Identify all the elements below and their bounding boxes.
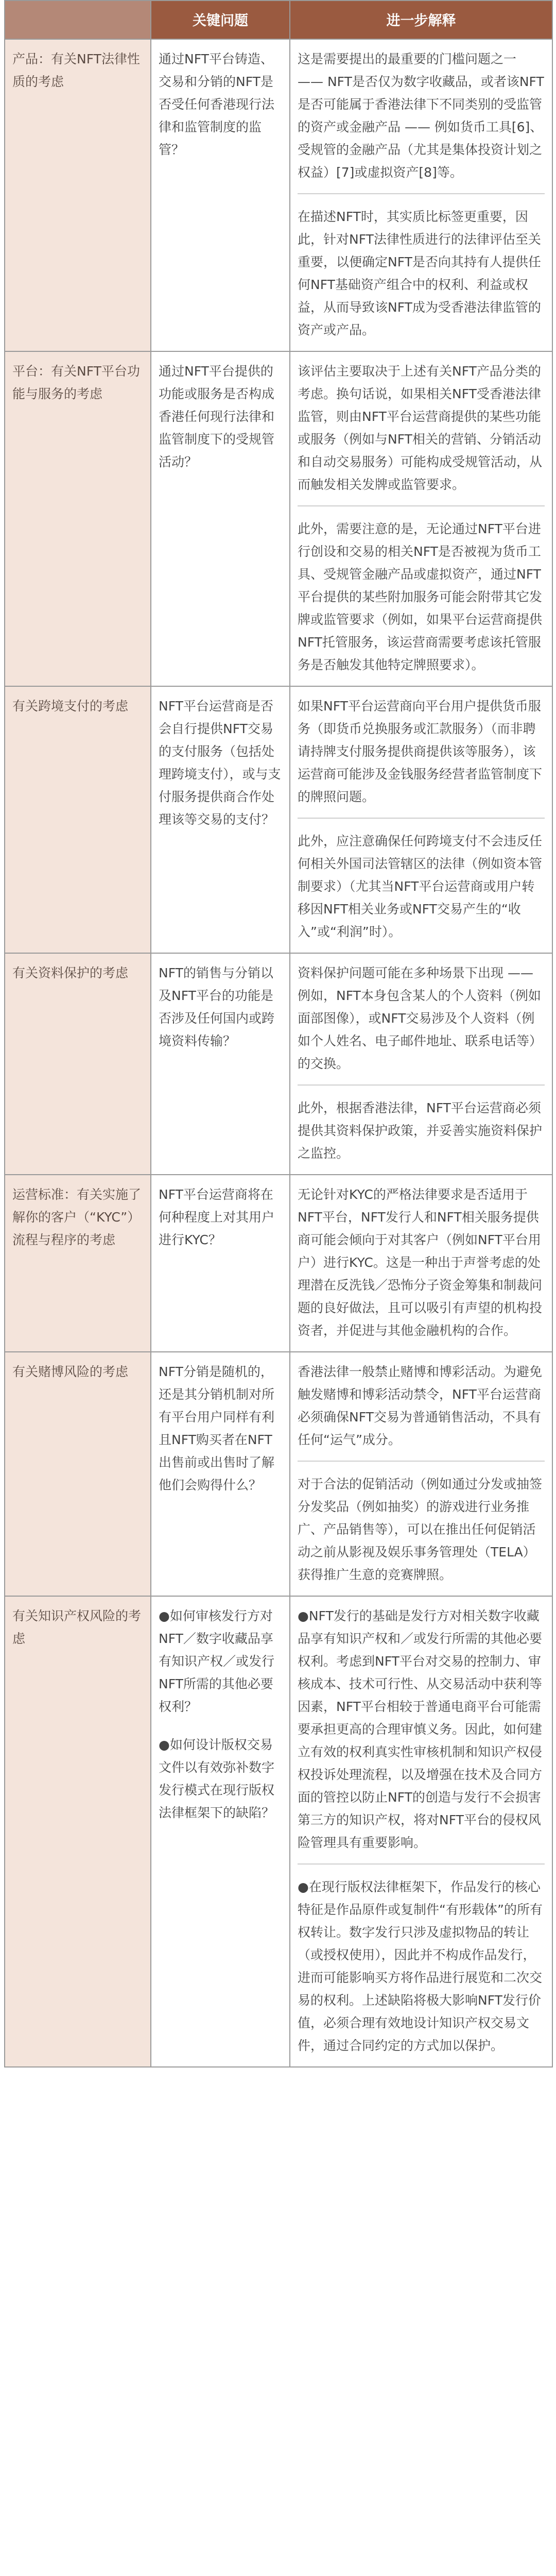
question-text: NFT分销是随机的，还是其分销机制对所有平台用户同样有利且NFT购买者在NFT出售前或出售时了解他们会购得什么？	[159, 1364, 275, 1493]
explanation-paragraph: 对于合法的促销活动（例如通过分发或抽签分发奖品（例如抽奖）的游戏进行业务推广、产品销售等），可以在推出任何促销活动之前从影视及娱乐事务管理处（TELA）获得推广生意的竞赛牌照。	[298, 1477, 543, 1582]
question-cell	[151, 686, 290, 953]
explanation-cell	[290, 39, 552, 351]
question-text: NFT的销售与分销以及NFT平台的功能是否涉及任何国内或跨境资料传输？	[159, 965, 275, 1048]
explanation-paragraph: 该评估主要取决于上述有关NFT产品分类的考虑。换句话说，如果相关NFT受香港法律监管，则由NFT平台运营商提供的某些功能或服务（例如与NFT相关的营销、分销活动和自动交易服务）可能构成受规管活动，从而触发相关发牌或监管要求。	[298, 360, 545, 506]
explanation-paragraph: 香港法律一般禁止赌博和博彩活动。为避免触发赌博和博彩活动禁令，NFT平台运营商必须确保NFT交易为普通销售活动，不具有任何“运气”成分。	[298, 1361, 545, 1462]
explanation-paragraph: ●NFT发行的基础是发行方对相关数字收藏品享有知识产权和／或发行所需的其他必要权利。考虑到NFT平台对交易的控制力、审核成本、技术可行性、从交易活动中获利等因素，NFT平台相较于普通电商平台可能需要承担更高的合理审慎义务。因此，如何建立有效的权利真实性审核机制和知识产权侵权投诉处理流程，以及增强在技术及合同方面的管控以防止NFT的创造与发行不会损害第三方的知识产权，将对NFT平台的侵权风险管理具有重要影响。	[298, 1605, 545, 1865]
table-header-row	[5, 1, 552, 39]
question-cell	[151, 1352, 290, 1596]
explanation-paragraph: 此外，应注意确保任何跨境支付不会违反任何相关外国司法管辖区的法律（例如资本管制要求）（尤其当NFT平台运营商或用户转移因NFT相关业务或NFT交易产生的“收入”或“利润”时）。	[298, 834, 543, 939]
explanation-cell	[290, 686, 552, 953]
question-text: ●如何设计版权交易文件以有效弥补数字发行模式在现行版权法律框架下的缺陷？	[159, 1737, 275, 1820]
explanation-paragraph: 资料保护问题可能在多种场景下出现 —— 例如，NFT本身包含某人的个人资料（例如面部图像），或NFT交易涉及个人资料（例如个人姓名、电子邮件地址、联系电话等）的交换。	[298, 962, 545, 1086]
question-cell	[151, 1175, 290, 1352]
explanation-paragraph: 如果NFT平台运营商向平台用户提供货币服务（即货币兑换服务或汇款服务）（而非聘请持牌支付服务提供商提供该等服务），该运营商可能涉及金钱服务经营者监管制度下的牌照问题。	[298, 695, 545, 819]
question-text: ●如何审核发行方对NFT／数字收藏品享有知识产权／或发行NFT所需的其他必要权利？	[159, 1608, 275, 1714]
explanation-cell	[290, 1175, 552, 1352]
table-row	[5, 1175, 552, 1352]
topic-cell: 有关知识产权风险的考虑	[5, 1596, 151, 2067]
header-key-issues: 关键问题	[151, 1, 290, 39]
table-row	[5, 351, 552, 686]
explanation-paragraph: 此外，根据香港法律，NFT平台运营商必须提供其资料保护政策，并妥善实施资料保护之监控。	[298, 1100, 543, 1161]
question-cell	[151, 351, 290, 686]
explanation-cell	[290, 351, 552, 686]
explanation-paragraph: 这是需要提出的最重要的门槛问题之一 —— NFT是否仅为数字收藏品，或者该NFT是否可能属于香港法律下不同类别的受监管的资产或金融产品 —— 例如货币工具[6]、受规管的金融产品（尤其是集体投资计划之权益）[7]或虚拟资产[8]等。	[298, 48, 545, 194]
question-text: NFT平台运营商是否会自行提供NFT交易的支付服务（包括处理跨境支付），或与支付服务提供商合作处理该等交易的支付？	[159, 699, 281, 827]
explanation-paragraph: 在描述NFT时，其实质比标签更重要，因此，针对NFT法律性质进行的法律评估至关重要，以便确定NFT是否向其持有人提供任何NFT基础资产组合中的权利、利益或权益，从而导致该NFT成为受香港法律监管的资产或产品。	[298, 209, 541, 337]
header-blank-cell	[5, 1, 151, 39]
explanation-cell	[290, 1352, 552, 1596]
question-cell	[151, 1596, 290, 2067]
topic-cell: 有关跨境支付的考虑	[5, 686, 151, 953]
explanation-paragraph: 此外，需要注意的是，无论通过NFT平台进行创设和交易的相关NFT是否被视为货币工具、受规管金融产品或虚拟资产，通过NFT平台提供的某些附加服务可能会附带其它发牌或监管要求（例如，如果平台运营商提供NFT托管服务，该运营商需要考虑该托管服务是否触发其他特定牌照要求）。	[298, 521, 543, 672]
explanation-paragraph: ●在现行版权法律框架下，作品发行的核心特征是作品原件或复制件“有形载体”的所有权转让。数字发行只涉及虚拟物品的转让（或授权使用），因此并不构成作品发行，进而可能影响买方将作品进行展览和二次交易的权利。上述缺陷将极大影响NFT发行价值，必须合理有效地设计知识产权交易文件，通过合同约定的方式加以保护。	[298, 1879, 543, 2053]
topic-cell: 平台：有关NFT平台功能与服务的考虑	[5, 351, 151, 686]
topic-cell: 产品：有关NFT法律性质的考虑	[5, 39, 151, 351]
explanation-cell	[290, 1596, 552, 2067]
question-cell	[151, 953, 290, 1175]
nft-legal-considerations-table	[4, 0, 553, 2067]
explanation-cell	[290, 953, 552, 1175]
explanation-paragraph: 无论针对KYC的严格法律要求是否适用于NFT平台，NFT发行人和NFT相关服务提供商可能会倾向于对其客户（例如NFT平台用户）进行KYC。这是一种出于声誉考虑的处理潜在反洗钱／恐怖分子资金筹集和制裁问题的良好做法，且可以吸引有声望的机构投资者，并促进与其他金融机构的合作。	[298, 1187, 543, 1338]
table-row	[5, 953, 552, 1175]
table-row	[5, 39, 552, 351]
question-text: 通过NFT平台提供的功能或服务是否构成香港任何现行法律和监管制度下的受规管活动？	[159, 364, 275, 469]
question-text: NFT平台运营商将在何种程度上对其用户进行KYC？	[159, 1187, 275, 1247]
table-row	[5, 1352, 552, 1596]
topic-cell: 运营标准：有关实施了解你的客户（“KYC”）流程与程序的考虑	[5, 1175, 151, 1352]
question-cell	[151, 39, 290, 351]
table-row	[5, 686, 552, 953]
question-text: 通过NFT平台铸造、交易和分销的NFT是否受任何香港现行法律和监管制度的监管？	[159, 52, 275, 157]
table-row	[5, 1596, 552, 2067]
topic-cell: 有关赌博风险的考虑	[5, 1352, 151, 1596]
header-further-explanation: 进一步解释	[290, 1, 552, 39]
topic-cell: 有关资料保护的考虑	[5, 953, 151, 1175]
